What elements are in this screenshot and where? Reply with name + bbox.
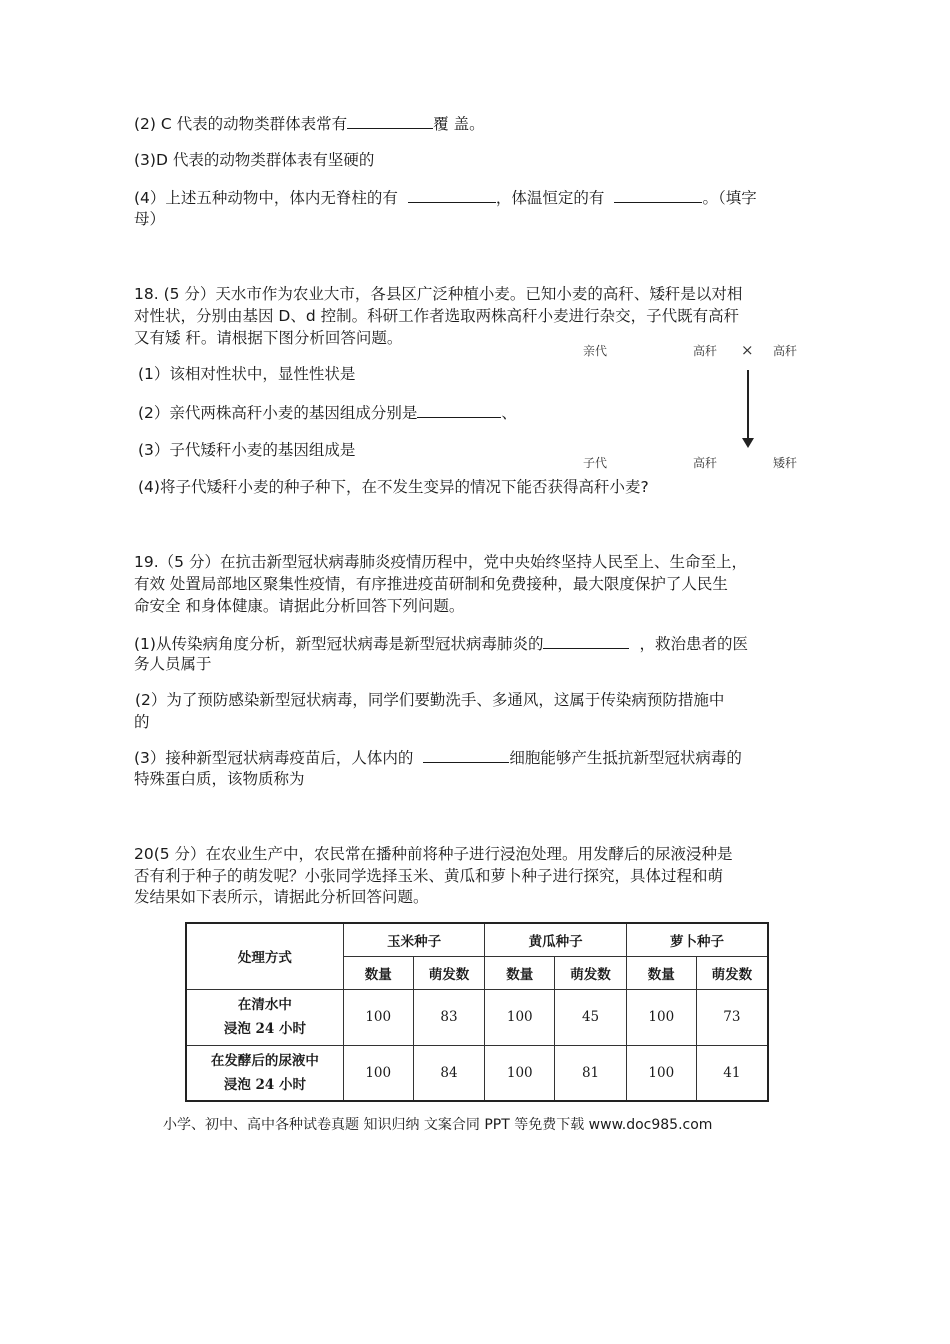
answer-blank[interactable] xyxy=(408,186,496,203)
answer-blank[interactable] xyxy=(423,746,509,763)
q18-intro-1: 18. (5 分）天水市作为农业大市，各县区广泛种植小麦。已知小麦的高秆、矮秆是以对相 xyxy=(134,285,743,303)
child-short: 矮秆 xyxy=(773,456,798,470)
q19-sub-3-cont: 特殊蛋白质，该物质称为 xyxy=(134,770,305,788)
table-cell: 41 xyxy=(696,1045,768,1101)
cross-symbol: × xyxy=(741,341,754,359)
q18-sub-2: (2）亲代两株高秆小麦的基因组成分别是 、 xyxy=(138,401,517,424)
q20-intro-3: 发结果如下表所示，请据此分析回答问题。 xyxy=(134,888,429,906)
subheader-germinated: 萌发数 xyxy=(555,956,627,989)
table-corner-header: 处理方式 xyxy=(186,923,343,989)
table-cell: 100 xyxy=(626,989,696,1045)
q17-line-4-cont: 母） xyxy=(134,210,166,228)
table-cell: 100 xyxy=(485,989,555,1045)
table-cell: 100 xyxy=(343,1045,413,1101)
q19-intro-2: 有效 处置局部地区聚集性疫情，有序推进疫苗研制和免费接种，最大限度保护了人民生 xyxy=(134,575,728,593)
table-cell: 100 xyxy=(485,1045,555,1101)
table-cell: 73 xyxy=(696,989,768,1045)
table-cell: 100 xyxy=(343,989,413,1045)
subheader-count: 数量 xyxy=(485,956,555,989)
parent-tall-a: 高秆 xyxy=(693,344,718,358)
q19-sub-3: (3）接种新型冠状病毒疫苗后，人体内的 细胞能够产生抵抗新型冠状病毒的 xyxy=(134,746,742,769)
table-cell: 45 xyxy=(555,989,627,1045)
group-header-corn: 玉米种子 xyxy=(343,923,485,956)
table-cell: 83 xyxy=(413,989,485,1045)
q19-sub-2-cont: 的 xyxy=(134,713,150,731)
q20-intro-2: 否有利于种子的萌发呢？小张同学选择玉米、黄瓜和萝卜种子进行探究，具体过程和萌 xyxy=(134,867,724,885)
table-row xyxy=(186,1045,768,1101)
subheader-germinated: 萌发数 xyxy=(696,956,768,989)
table-cell: 81 xyxy=(555,1045,627,1101)
parent-tall-b: 高秆 xyxy=(773,344,798,358)
row-label: 在清水中 浸泡 24 小时 xyxy=(186,989,343,1045)
answer-blank[interactable] xyxy=(347,112,433,129)
child-label: 子代 xyxy=(583,456,608,470)
table-cell: 100 xyxy=(626,1045,696,1101)
q17-line-2: (2) C 代表的动物类群体表常有 覆 盖。 xyxy=(134,112,485,135)
group-header-radish: 萝卜种子 xyxy=(626,923,768,956)
answer-blank[interactable] xyxy=(614,186,702,203)
q19-sub-1-cont: 务人员属于 xyxy=(134,655,212,673)
page-footer: 小学、初中、高中各种试卷真题 知识归纳 文案合同 PPT 等免费下载 www.doc985.com xyxy=(163,1117,713,1133)
answer-blank[interactable] xyxy=(543,632,629,649)
subheader-count: 数量 xyxy=(343,956,413,989)
q17-line-3: (3)D 代表的动物类群体表有坚硬的 xyxy=(134,151,375,169)
q18-sub-4: (4)将子代矮秆小麦的种子种下，在不发生变异的情况下能否获得高秆小麦? xyxy=(138,478,649,496)
q19-sub-2: (2）为了预防感染新型冠状病毒，同学们要勤洗手、多通风，这属于传染病预防措施中 xyxy=(135,691,725,709)
q17-line-4: (4）上述五种动物中，体内无脊柱的有 ，体温恒定的有 。（填字 xyxy=(134,186,757,209)
q19-intro-1: 19.（5 分）在抗击新型冠状病毒肺炎疫情历程中，党中央始终坚持人民至上、生命至上， xyxy=(134,553,747,571)
answer-blank[interactable] xyxy=(417,401,501,418)
child-tall: 高秆 xyxy=(693,456,718,470)
row-label: 在发酵后的尿液中 浸泡 24 小时 xyxy=(186,1045,343,1101)
table-cell: 84 xyxy=(413,1045,485,1101)
arrow-down-icon xyxy=(742,438,754,448)
q18-sub-3: (3）子代矮秆小麦的基因组成是 xyxy=(138,441,356,459)
subheader-germinated: 萌发数 xyxy=(413,956,485,989)
arrow-line xyxy=(747,370,749,440)
q18-intro-3: 又有矮 秆。请根据下图分析回答问题。 xyxy=(134,329,403,347)
group-header-cucumber: 黄瓜种子 xyxy=(485,923,627,956)
q18-sub-1: (1）该相对性状中，显性性状是 xyxy=(138,365,356,383)
q19-sub-1: (1)从传染病角度分析，新型冠状病毒是新型冠状病毒肺炎的 ，救治患者的医 xyxy=(134,632,748,655)
subheader-count: 数量 xyxy=(626,956,696,989)
parent-label: 亲代 xyxy=(583,344,608,358)
germination-table xyxy=(185,922,769,1102)
table-row xyxy=(186,989,768,1045)
q19-intro-3: 命安全 和身体健康。请据此分析回答下列问题。 xyxy=(134,597,465,615)
q18-intro-2: 对性状，分别由基因 D、d 控制。科研工作者选取两株高秆小麦进行杂交，子代既有高秆 xyxy=(134,307,740,325)
q20-intro-1: 20(5 分）在农业生产中，农民常在播种前将种子进行浸泡处理。用发酵后的尿液浸种是 xyxy=(134,845,733,863)
